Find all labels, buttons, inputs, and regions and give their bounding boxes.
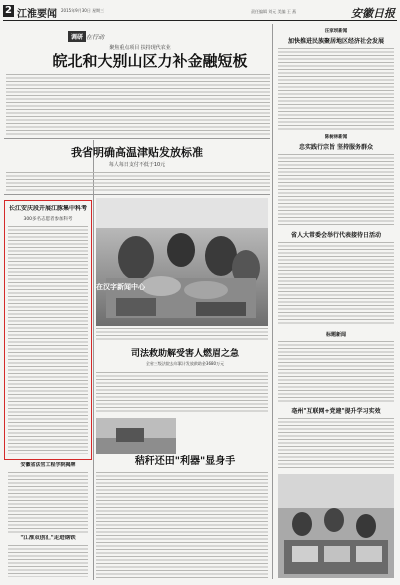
- right-body-3: [278, 242, 394, 326]
- subsidy-headline: 我省明确高温津贴发放标准: [71, 146, 203, 159]
- field-photo: [96, 418, 176, 454]
- top-story-body: [6, 74, 270, 136]
- photo-caption: 在汉字新闻中心: [96, 282, 145, 291]
- section-rule: [4, 138, 270, 139]
- highlighted-subheadline: 300多名志愿者参加科考: [23, 217, 73, 222]
- paper-logo: 安徽日报: [351, 7, 395, 20]
- straw-headline: 秸秆还田"利器"显身手: [134, 456, 236, 467]
- banner-sub: 在行动: [86, 34, 105, 41]
- right-body-4: [278, 341, 394, 403]
- students-lab-photo: [96, 198, 268, 326]
- right-headline-2: 忠实践行宗旨 坚持服务群众: [298, 144, 374, 151]
- column-rule: [272, 24, 273, 579]
- bottom-left-small-headline: 安徽省法官工程学院揭牌: [20, 462, 76, 468]
- photo-caption-body: [96, 328, 268, 342]
- classroom-photo: [278, 474, 394, 578]
- banner-tag: 调研: [68, 31, 86, 42]
- right-headline-1: 加快推进民族聚居地区经济社会发展: [287, 38, 384, 45]
- rescue-body: [96, 372, 268, 414]
- right-headline-5: 亳州"互联网+党建"提升学习实效: [291, 408, 381, 415]
- section-title: 江淮要闻: [17, 9, 57, 20]
- rescue-subheadline: 全省三级法院去年累计发放救助金3680万元: [145, 361, 225, 366]
- classroom-photo-graphic: [278, 474, 394, 578]
- dateline: 2015年9月30日 星期三: [61, 8, 105, 13]
- field-photo-graphic: [96, 418, 176, 454]
- editors-credit: 责任编辑 刘元 美编 王 燕: [251, 9, 297, 14]
- page-number: 2: [3, 5, 14, 17]
- column-rule: [93, 140, 94, 580]
- bottom-left-body-2: [8, 545, 88, 577]
- highlighted-headline: 长江安庆段开展江豚集中科考: [8, 205, 87, 212]
- right-body-1: [278, 48, 394, 130]
- right-body-5: [278, 418, 394, 470]
- rescue-headline: 司法救助解受害人燃眉之急: [130, 349, 239, 359]
- right-kicker-2: 陈树林新闻: [324, 135, 348, 140]
- photo-graphic: [96, 198, 268, 326]
- section-rule: [4, 194, 270, 195]
- bottom-left-headline: "江淮双创汇"走进钢铁: [20, 535, 76, 541]
- subsidy-subheadline: 每人每日支付不低于10元: [108, 162, 166, 168]
- top-story-kicker: 聚焦重点项目 扶持现代农业: [109, 45, 171, 51]
- masthead: [3, 4, 397, 21]
- subsidy-body: [6, 172, 270, 192]
- right-kicker-4: 标题新闻: [325, 332, 346, 338]
- right-body-2: [278, 154, 394, 226]
- straw-body: [96, 472, 268, 578]
- campaign-banner: [68, 24, 128, 41]
- highlighted-body: [8, 226, 88, 454]
- right-headline-3: 省人大常委会举行代表接待日活动: [290, 232, 381, 239]
- bottom-left-body: [8, 472, 88, 534]
- top-story-headline: 皖北和大别山区力补金融短板: [52, 52, 248, 70]
- right-kicker-1: 汪家坝新闻: [324, 29, 348, 34]
